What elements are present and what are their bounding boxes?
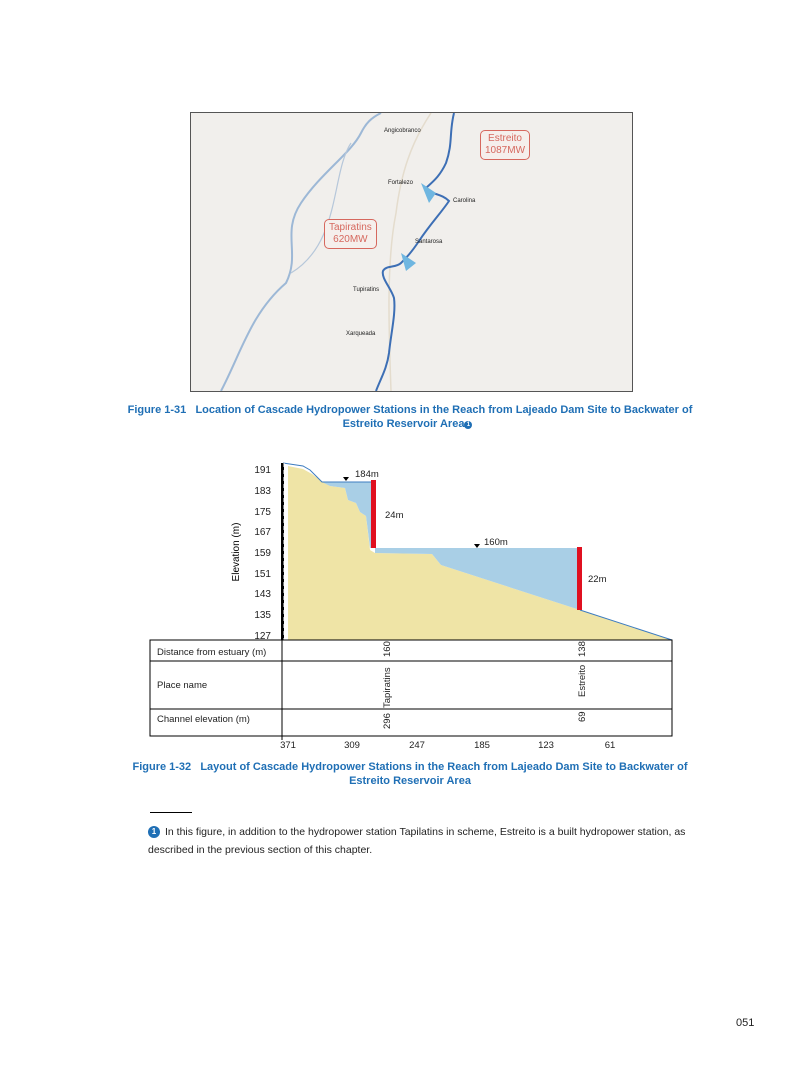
water-level-marker xyxy=(474,544,480,548)
caption-text: Figure 1-31 Location of Cascade Hydropower Stations in the Reach from Lajeado Dam Site to Backwater of Estreito Reservoir Area xyxy=(127,404,693,430)
y-tick: 135 xyxy=(254,610,271,621)
water-level-label: 184m xyxy=(355,469,379,480)
y-tick: 143 xyxy=(254,589,271,600)
map-label: Fortalezo xyxy=(388,180,414,186)
y-tick: 183 xyxy=(254,486,271,497)
callout-name: Estreito xyxy=(488,133,522,144)
y-tick: 191 xyxy=(254,465,271,476)
x-tick: 123 xyxy=(538,740,554,751)
station-distance: 138 xyxy=(577,641,588,657)
x-tick: 371 xyxy=(280,740,296,751)
map-label: Xarqueada xyxy=(346,331,376,337)
footnote-text: In this figure, in addition to the hydropower station Tapilatins in scheme, Estreito is a built hydropower station, as described in the previous section of this chapter. xyxy=(148,826,686,856)
row-label: Distance from estuary (m) xyxy=(157,647,267,658)
x-tick: 247 xyxy=(409,740,425,751)
y-tick: 159 xyxy=(254,548,271,559)
station-elevation: 296 xyxy=(382,713,393,729)
x-tick: 309 xyxy=(344,740,360,751)
callout-name: Tapiratins xyxy=(329,222,372,233)
y-axis-label: Elevation (m) xyxy=(231,522,242,582)
footnote-number: 1 xyxy=(148,826,160,838)
map-label: Tupiratins xyxy=(353,287,380,293)
figure-1-32-caption: Figure 1-32 Layout of Cascade Hydropower Stations in the Reach from Lajeado Dam Site to Backwater of Estreito Reservoir Area xyxy=(132,761,688,787)
row-label: Place name xyxy=(157,680,208,691)
callout-capacity: 1087MW xyxy=(485,145,526,156)
station-distance: 160 xyxy=(382,641,393,657)
head-label: 22m xyxy=(588,574,607,585)
tapiratins-dam xyxy=(371,480,376,548)
callout-capacity: 620MW xyxy=(333,234,368,245)
map-label: Santarosa xyxy=(415,239,443,245)
water-level-marker xyxy=(343,477,349,481)
head-label: 24m xyxy=(385,510,404,521)
map-label: Carolina xyxy=(453,198,476,204)
page-number: 051 xyxy=(736,1017,755,1029)
water-level-label: 160m xyxy=(484,537,508,548)
station-place: Estreito xyxy=(577,664,588,697)
estreito-dam xyxy=(577,547,582,610)
y-tick: 127 xyxy=(254,631,271,642)
x-tick: 185 xyxy=(474,740,490,751)
footnote-marker: 1 xyxy=(464,421,472,429)
footnote xyxy=(148,823,698,859)
y-tick: 175 xyxy=(254,507,271,518)
y-tick: 151 xyxy=(254,569,271,580)
footnote-rule xyxy=(150,812,192,813)
map-label: Angicobranco xyxy=(384,128,421,134)
row-label: Channel elevation (m) xyxy=(157,714,250,725)
station-place: Tapiratins xyxy=(382,667,393,708)
x-tick: 61 xyxy=(604,740,616,751)
y-tick: 167 xyxy=(254,527,271,538)
station-elevation: 69 xyxy=(577,711,588,722)
